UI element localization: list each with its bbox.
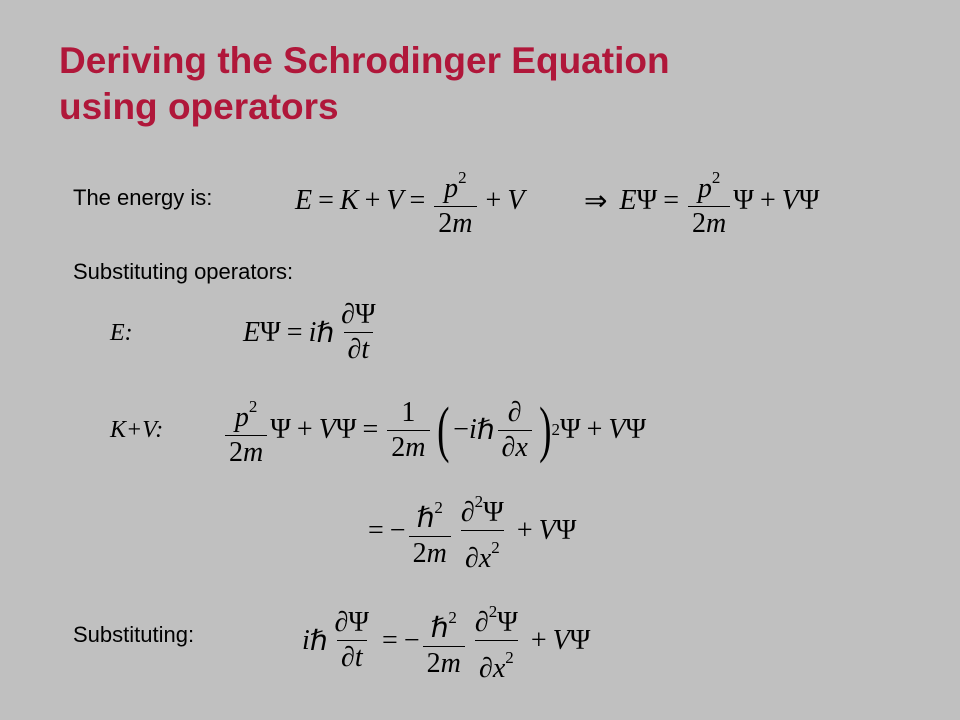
e-operator-label: E: — [110, 320, 133, 346]
e-operator-equation: E Ψ = i ℏ $\frac{\partial\Psi}{\partial t}$ — [243, 299, 376, 365]
schrodinger-equation: i ℏ $\frac{\partial\Psi}{\partial t}$ = − $\frac{\hbar^2}{2m}$ $\frac{\partial^2\Psi}{\partial x^2}$ + V Ψ — [302, 602, 591, 684]
kv-operator-equation: $\frac{p^2}{2m}$ Ψ + V Ψ = $\frac{1}{2m}$ ( − i ℏ $\frac{\partial}{\partial x}$ ) 2 Ψ + V Ψ — [222, 392, 646, 468]
substituting-operators-label: Substituting operators: — [73, 259, 294, 284]
energy-label: The energy is: — [73, 185, 213, 210]
title-line-2: using operators — [59, 86, 339, 127]
energy-equation: E = K + V = $\frac{p^2}{2m}$ + V — [295, 168, 525, 239]
kv-operator-label: K+V: — [110, 417, 164, 443]
energy-psi-equation: ⇒ E Ψ = $\frac{p^2}{2m}$ Ψ + V Ψ — [584, 168, 820, 239]
kv-result-equation: = − $\frac{\hbar^2}{2m}$ $\frac{\partial^2\Psi}{\partial x^2}$ + V Ψ — [368, 492, 577, 574]
slide-title — [59, 38, 670, 130]
title-line-1: Deriving the Schrodinger Equation — [59, 40, 670, 81]
substituting-label: Substituting: — [73, 622, 195, 647]
